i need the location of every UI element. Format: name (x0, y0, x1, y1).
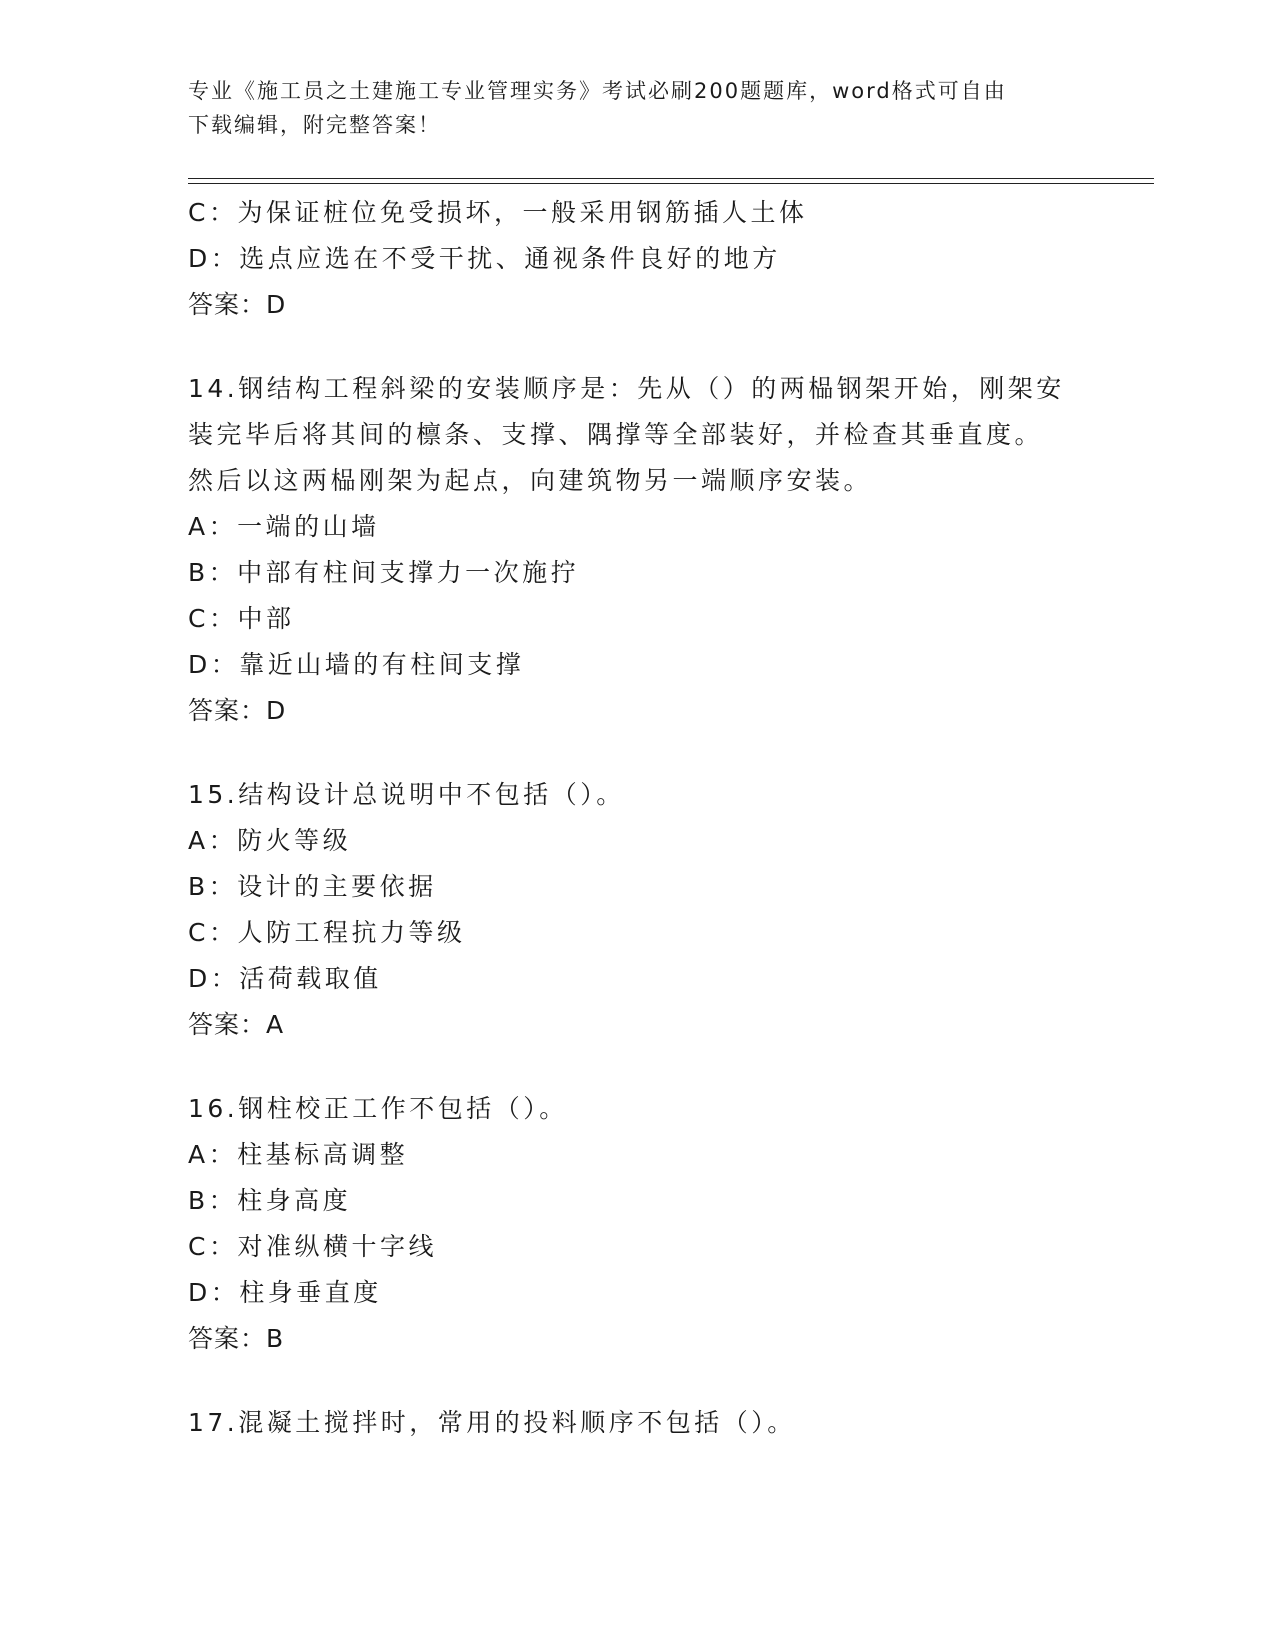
option-c: C：为保证桩位免受损坏，一般采用钢筋插人土体 (188, 198, 808, 227)
option-b: B：设计的主要依据 (188, 872, 437, 901)
answer-line: 答案：A (188, 1010, 285, 1039)
option-d: D：活荷载取值 (188, 964, 382, 993)
answer-line: 答案：B (188, 1324, 285, 1353)
question-stem-line: 然后以这两榀刚架为起点，向建筑物另一端顺序安装。 (188, 466, 873, 495)
option-b: B：中部有柱间支撑力一次施拧 (188, 558, 580, 587)
option-a: A：柱基标高调整 (188, 1140, 409, 1169)
option-d: D：靠近山墙的有柱间支撑 (188, 650, 525, 679)
answer-line: 答案：D (188, 696, 287, 725)
page-header (188, 74, 1078, 142)
question-15 (188, 772, 1088, 1048)
question-stem-line: 15.结构设计总说明中不包括（）。 (188, 780, 625, 809)
option-c: C：人防工程抗力等级 (188, 918, 466, 947)
answer-line: 答案：D (188, 290, 287, 319)
question-13-continuation (188, 190, 1088, 328)
question-14 (188, 366, 1088, 734)
option-c: C：中部 (188, 604, 295, 633)
header-title-line-1: 专业《施工员之土建施工专业管理实务》考试必刷200题题库，word格式可自由 (188, 79, 1007, 103)
question-17 (188, 1400, 1088, 1446)
question-stem-line: 16.钢柱校正工作不包括（）。 (188, 1094, 568, 1123)
option-b: B：柱身高度 (188, 1186, 352, 1215)
question-stem-line: 14.钢结构工程斜梁的安装顺序是：先从（）的两榀钢架开始，刚架安 (188, 374, 1065, 403)
question-content (188, 190, 1088, 1446)
option-a: A：防火等级 (188, 826, 352, 855)
question-stem-line: 装完毕后将其间的檩条、支撑、隅撑等全部装好，并检查其垂直度。 (188, 420, 1044, 449)
option-a: A：一端的山墙 (188, 512, 380, 541)
header-title-line-2: 下载编辑，附完整答案！ (188, 113, 441, 137)
option-c: C：对准纵横十字线 (188, 1232, 437, 1261)
question-16 (188, 1086, 1088, 1362)
option-d: D：柱身垂直度 (188, 1278, 382, 1307)
header-divider-top (188, 178, 1154, 179)
question-stem-line: 17.混凝土搅拌时，常用的投料顺序不包括（）。 (188, 1408, 796, 1437)
header-divider-bottom (188, 183, 1154, 184)
option-d: D：选点应选在不受干扰、通视条件良好的地方 (188, 244, 781, 273)
